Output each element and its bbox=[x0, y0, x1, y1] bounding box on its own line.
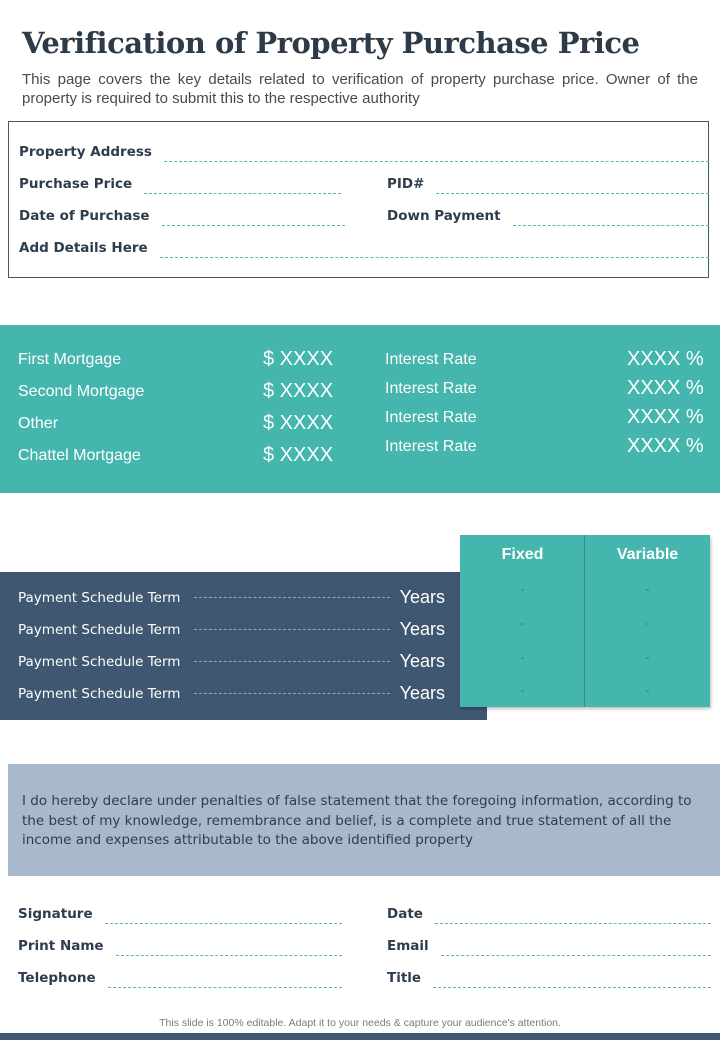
mortgage-amount[interactable]: $ XXXX bbox=[263, 348, 334, 370]
fixed-cell[interactable]: - bbox=[520, 582, 525, 596]
mortgage-label: Second Mortgage bbox=[18, 383, 145, 400]
declaration-text: I do hereby declare under penalties of false statement that the foregoing information, according to the best of my knowledge, remembrance and belief, is a complete and true statement of all the income and expenses attributable to the above identified property bbox=[22, 793, 692, 848]
mortgage-label: Other bbox=[18, 415, 59, 432]
signature-line[interactable] bbox=[105, 923, 342, 924]
add-details-field[interactable] bbox=[19, 240, 709, 256]
payment-schedule-line[interactable] bbox=[194, 629, 389, 630]
interest-rate-value[interactable]: XXXX % bbox=[627, 435, 704, 457]
print-name-field[interactable] bbox=[18, 938, 342, 954]
purchase-price-field[interactable] bbox=[19, 176, 341, 192]
fixed-cell[interactable]: - bbox=[520, 683, 525, 697]
telephone-line[interactable] bbox=[108, 987, 342, 988]
telephone-field[interactable] bbox=[18, 970, 342, 986]
payment-schedule-label: Payment Schedule Term bbox=[18, 653, 181, 670]
payment-schedule-label: Payment Schedule Term bbox=[18, 685, 181, 702]
property-address-label: Property Address bbox=[19, 144, 152, 160]
variable-cell[interactable]: - bbox=[645, 683, 650, 697]
variable-cell[interactable]: - bbox=[645, 650, 650, 664]
down-payment-label: Down Payment bbox=[387, 208, 501, 224]
payment-schedule-line[interactable] bbox=[194, 661, 389, 662]
payment-schedule-unit: Years bbox=[399, 651, 445, 671]
print-name-label: Print Name bbox=[18, 938, 104, 954]
page-title: Verification of Property Purchase Price bbox=[22, 26, 640, 60]
payment-schedule-line[interactable] bbox=[194, 597, 389, 598]
interest-rate-value[interactable]: XXXX % bbox=[627, 377, 704, 399]
payment-schedule-row[interactable] bbox=[18, 683, 445, 704]
title-label: Title bbox=[387, 970, 422, 986]
date-field[interactable] bbox=[387, 906, 711, 922]
payment-schedule-unit: Years bbox=[399, 587, 445, 607]
date-of-purchase-line[interactable] bbox=[162, 225, 345, 226]
variable-column-header: Variable bbox=[616, 546, 679, 563]
payment-schedule-row[interactable] bbox=[18, 619, 445, 640]
interest-rate-label: Interest Rate bbox=[385, 438, 477, 455]
email-line[interactable] bbox=[441, 955, 711, 956]
down-payment-line[interactable] bbox=[513, 225, 709, 226]
property-address-line[interactable] bbox=[164, 161, 709, 162]
email-label: Email bbox=[387, 938, 429, 954]
pid-field[interactable] bbox=[387, 176, 709, 192]
date-of-purchase-label: Date of Purchase bbox=[19, 208, 150, 224]
down-payment-field[interactable] bbox=[387, 208, 709, 224]
variable-cell[interactable]: - bbox=[645, 582, 650, 596]
add-details-label: Add Details Here bbox=[19, 240, 148, 256]
bottom-bar bbox=[0, 1033, 720, 1040]
purchase-price-label: Purchase Price bbox=[19, 176, 133, 192]
date-of-purchase-field[interactable] bbox=[19, 208, 345, 224]
signature-label: Signature bbox=[18, 906, 93, 922]
mortgage-label: First Mortgage bbox=[18, 351, 122, 368]
signature-field[interactable] bbox=[18, 906, 342, 922]
date-line[interactable] bbox=[435, 923, 711, 924]
payment-schedule-row[interactable] bbox=[18, 651, 445, 672]
purchase-price-line[interactable] bbox=[144, 193, 341, 194]
payment-schedule-unit: Years bbox=[399, 683, 445, 703]
payment-schedule-label: Payment Schedule Term bbox=[18, 621, 181, 638]
mortgage-amount[interactable]: $ XXXX bbox=[263, 412, 334, 434]
add-details-line[interactable] bbox=[160, 257, 709, 258]
pid-line[interactable] bbox=[436, 193, 709, 194]
fixed-cell[interactable]: - bbox=[520, 650, 525, 664]
mortgage-section bbox=[0, 325, 720, 493]
pid-label: PID# bbox=[387, 176, 425, 192]
variable-cell[interactable]: - bbox=[645, 616, 650, 630]
payment-schedule-unit: Years bbox=[399, 619, 445, 639]
date-label: Date bbox=[387, 906, 423, 922]
page-subtitle: This page covers the key details related to verification of property purchase price. Owner of the property is required to submit this to the respective authority bbox=[22, 71, 698, 107]
footer-note: This slide is 100% editable. Adapt it to your needs & capture your audience's attention. bbox=[159, 1017, 561, 1029]
interest-rate-label: Interest Rate bbox=[385, 409, 477, 426]
email-field[interactable] bbox=[387, 938, 711, 954]
rate-type-table bbox=[460, 535, 710, 707]
property-details-box bbox=[8, 121, 709, 278]
fixed-cell[interactable]: - bbox=[520, 616, 525, 630]
title-field[interactable] bbox=[387, 970, 711, 986]
interest-rate-value[interactable]: XXXX % bbox=[627, 348, 704, 370]
property-address-field[interactable] bbox=[19, 144, 709, 160]
payment-schedule-line[interactable] bbox=[194, 693, 389, 694]
interest-rate-value[interactable]: XXXX % bbox=[627, 406, 704, 428]
title-line[interactable] bbox=[433, 987, 711, 988]
mortgage-label: Chattel Mortgage bbox=[18, 447, 141, 464]
mortgage-amount[interactable]: $ XXXX bbox=[263, 444, 334, 466]
payment-schedule-section bbox=[0, 572, 487, 720]
print-name-line[interactable] bbox=[116, 955, 342, 956]
fixed-column-header: Fixed bbox=[501, 546, 544, 563]
payment-schedule-label: Payment Schedule Term bbox=[18, 589, 181, 606]
interest-rate-label: Interest Rate bbox=[385, 380, 477, 397]
payment-schedule-row[interactable] bbox=[18, 587, 445, 608]
declaration-box bbox=[8, 764, 720, 876]
telephone-label: Telephone bbox=[18, 970, 96, 986]
interest-rate-label: Interest Rate bbox=[385, 351, 477, 368]
mortgage-amount[interactable]: $ XXXX bbox=[263, 380, 334, 402]
